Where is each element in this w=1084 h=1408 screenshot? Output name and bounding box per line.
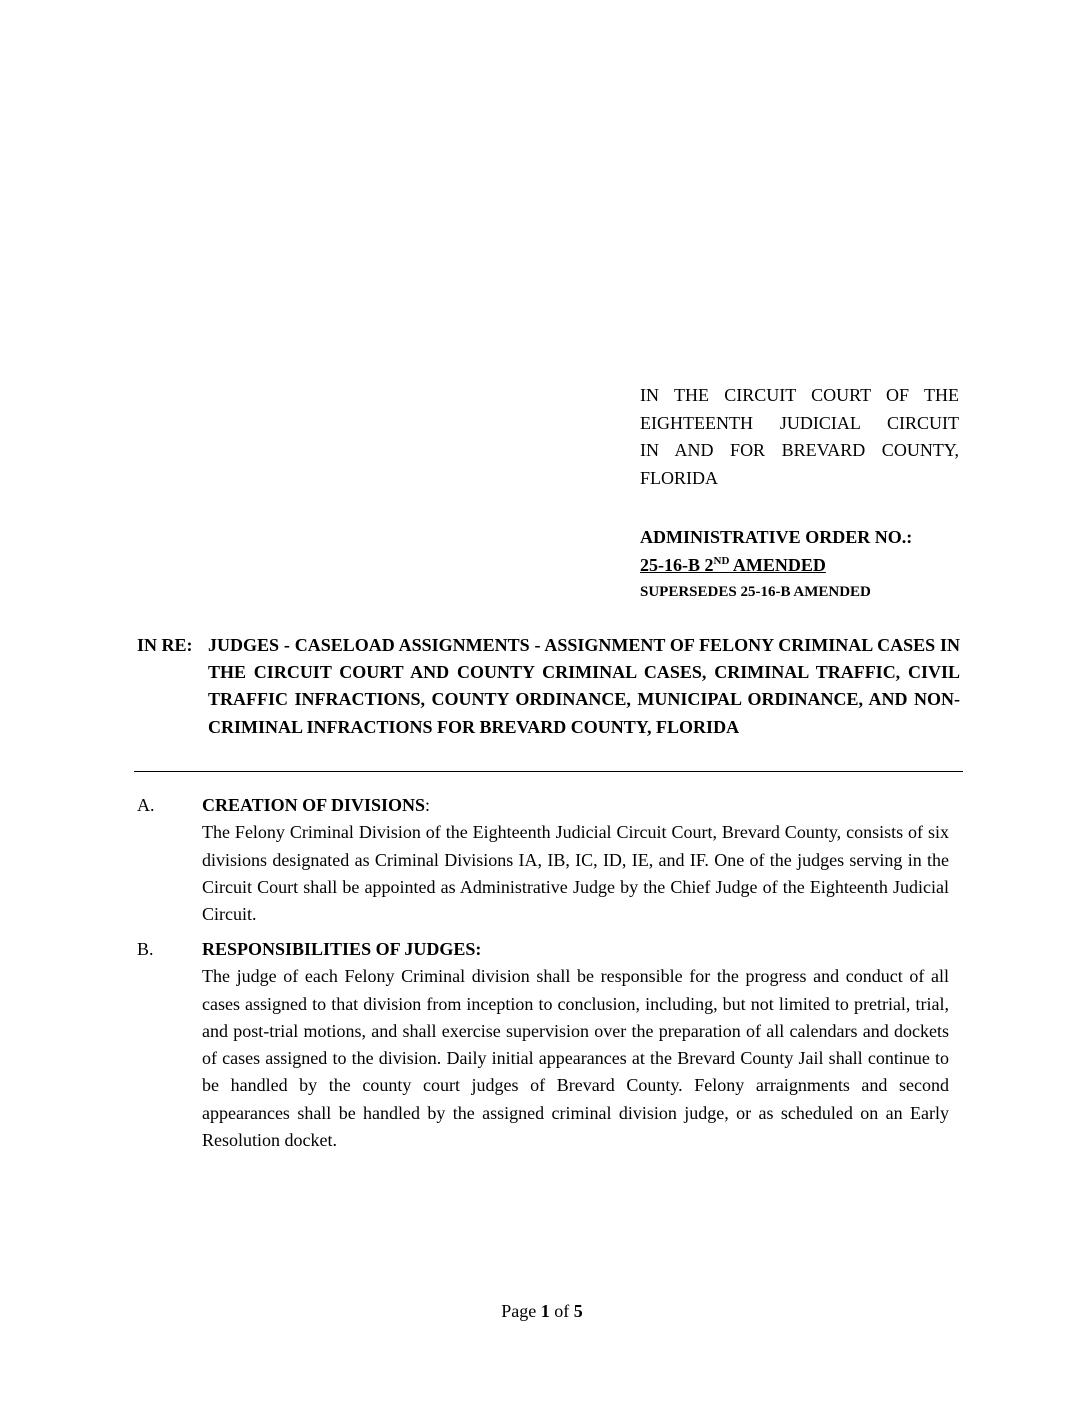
caption-line-4: FLORIDA [640, 467, 719, 488]
footer-of-word: of [554, 1301, 570, 1321]
footer-current-page: 1 [540, 1301, 550, 1321]
order-number-suffix: AMENDED [729, 555, 826, 575]
page-footer [0, 1298, 1084, 1324]
caption-line-2: EIGHTEENTH JUDICIAL CIRCUIT [640, 412, 959, 433]
caption-line-3: IN AND FOR BREVARD COUNTY, [640, 440, 959, 460]
section-heading-colon: : [425, 795, 431, 815]
section-creation-of-divisions [137, 792, 949, 928]
section-heading [202, 936, 949, 963]
in-re-block [137, 632, 960, 741]
in-re-prefix: IN RE: [137, 635, 193, 655]
footer-page-word: Page [501, 1301, 537, 1321]
title-divider [134, 771, 963, 772]
order-number-ordinal: ND [713, 555, 730, 567]
court-caption [640, 382, 959, 492]
section-heading [202, 792, 949, 819]
order-number [640, 551, 826, 579]
order-label: ADMINISTRATIVE ORDER NO.: [640, 527, 913, 547]
section-body: The Felony Criminal Division of the Eighteenth Judicial Circuit Court, Brevard County, consists of six divisions designated as Criminal Divisions IA, IB, IC, ID, IE, and IF. One of the judges serving in the Circuit Court shall be appointed as Administrative Judge by the Chief Judge of the Eighteenth Judicial Circuit. [202, 822, 949, 925]
section-heading-text: CREATION OF DIVISIONS [202, 795, 426, 815]
administrative-order-block [640, 523, 970, 605]
section-letter: A. [137, 795, 155, 815]
section-letter: B. [137, 939, 154, 959]
caption-line-1: IN THE CIRCUIT COURT OF THE [640, 385, 959, 405]
footer-total-pages: 5 [573, 1301, 583, 1321]
order-number-prefix: 25-16-B 2 [640, 555, 714, 575]
section-body: The judge of each Felony Criminal division shall be responsible for the progress and conduct of all cases assigned to that division from inception to conclusion, including, but not limited to pretrial, trial, and post-trial motions, and shall exercise supervision over the preparation of all calendars and dockets of cases assigned to the division. Daily initial appearances at the Brevard County Jail shall continue to be handled by the county court judges of Brevard County. Felony arraignments and second appearances shall be handled by the assigned criminal division judge, or as scheduled on an Early Resolution docket. [202, 966, 949, 1151]
section-heading-text: RESPONSIBILITIES OF JUDGES: [202, 939, 482, 959]
in-re-subject: JUDGES - CASELOAD ASSIGNMENTS - ASSIGNMENT OF FELONY CRIMINAL CASES IN THE CIRCUIT COURT AND COUNTY CRIMINAL CASES, CRIMINAL TRAFFIC, CIVIL TRAFFIC INFRACTIONS, COUNTY ORDINANCE, MUNICIPAL ORDINANCE, AND NON-CRIMINAL INFRACTIONS FOR BREVARD COUNTY, FLORIDA [208, 635, 960, 737]
supersedes-line: SUPERSEDES 25-16-B AMENDED [640, 584, 871, 600]
section-responsibilities-of-judges [137, 936, 949, 1154]
